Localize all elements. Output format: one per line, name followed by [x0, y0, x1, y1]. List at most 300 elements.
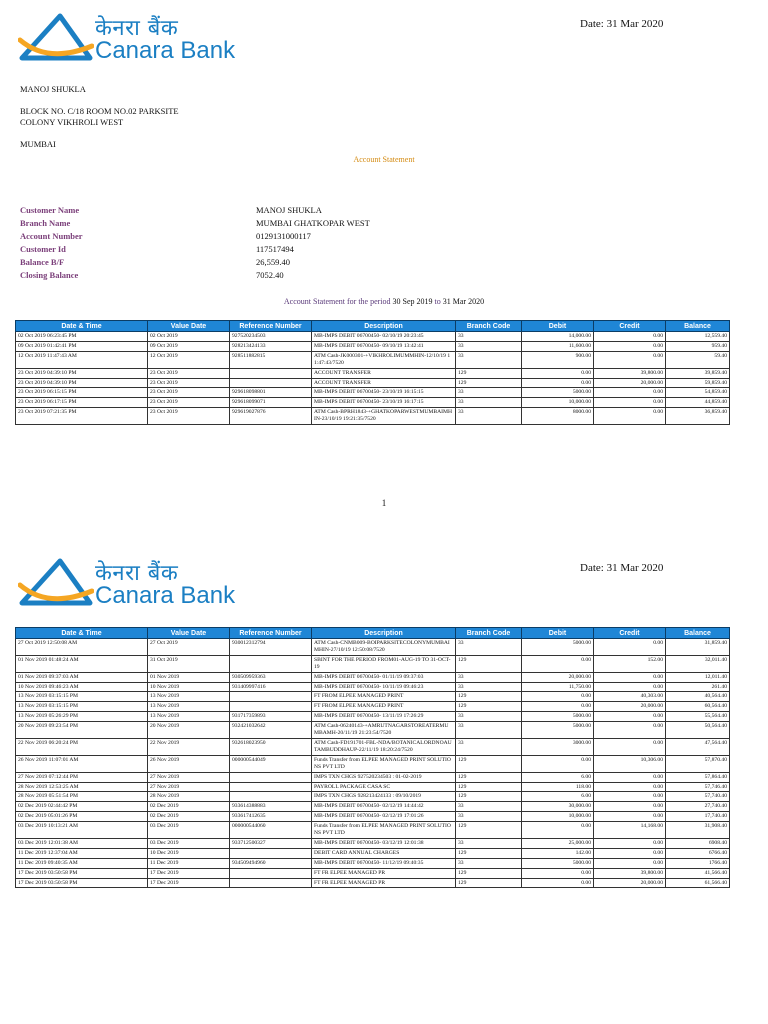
canara-triangle-logo-icon: [18, 10, 94, 68]
table-cell: 55,564.40: [666, 712, 730, 722]
table-cell: MB-IMPS DEBIT 06700450- 10/11/19 09:46:23: [312, 682, 456, 692]
table-cell: 8000.00: [522, 408, 594, 425]
table-cell: 0.00: [594, 772, 666, 782]
column-header: Credit: [594, 321, 666, 332]
statement-page-2: [0, 545, 768, 1024]
customer-address: [20, 84, 179, 150]
table-cell: MB-IMPS DEBIT 06700450- 01/11/19 09:37:03: [312, 672, 456, 682]
table-cell: 59,859.40: [666, 378, 730, 388]
table-cell: 11 Dec 2019: [148, 858, 230, 868]
table-cell: 23 Oct 2019: [148, 378, 230, 388]
table-cell: [230, 692, 312, 702]
table-cell: IMPS TXN CHGS 928213424133 : 09/10/2019: [312, 792, 456, 802]
table-cell: Funds Transfer from ELPEE MANAGED PRINT SOLUTIONS PVT LTD: [312, 822, 456, 839]
address-line-2: COLONY VIKHROLI WEST: [20, 117, 124, 127]
table-cell: 12 Oct 2019: [148, 351, 230, 368]
table-cell: 28 Nov 2019 12:53:25 AM: [16, 782, 148, 792]
table-cell: 10 Nov 2019: [148, 682, 230, 692]
table-cell: 32,011.40: [666, 655, 730, 672]
table-cell: 09 Oct 2019: [148, 341, 230, 351]
table-cell: 02 Oct 2019: [148, 332, 230, 342]
table-cell: 36,859.40: [666, 408, 730, 425]
column-header: Description: [312, 628, 456, 639]
table-cell: 02 Oct 2019 06:23:45 PM: [16, 332, 148, 342]
table-cell: 33: [456, 332, 522, 342]
table-cell: 20 Nov 2019: [148, 722, 230, 739]
table-cell: 09 Oct 2019 01:42:41 PM: [16, 341, 148, 351]
table-cell: 10,000.00: [522, 398, 594, 408]
table-cell: 5000.00: [522, 712, 594, 722]
table-cell: 129: [456, 655, 522, 672]
column-header: Branch Code: [456, 628, 522, 639]
table-row: [16, 878, 730, 888]
table-cell: 933617412635: [230, 812, 312, 822]
table-cell: 28 Nov 2019 05:51:54 PM: [16, 792, 148, 802]
table-cell: 0.00: [594, 341, 666, 351]
canara-bank-logo: [18, 555, 258, 613]
table-cell: 0.00: [594, 802, 666, 812]
table-cell: [230, 378, 312, 388]
table-cell: 54,859.40: [666, 388, 730, 398]
table-row: [16, 802, 730, 812]
table-cell: DEBIT CARD ANNUAL CHARGES: [312, 848, 456, 858]
table-cell: 142.00: [522, 848, 594, 858]
table-cell: 129: [456, 822, 522, 839]
table-cell: 930509959363: [230, 672, 312, 682]
table-cell: 931409997416: [230, 682, 312, 692]
column-header: Balance: [666, 628, 730, 639]
table-cell: 934509494960: [230, 858, 312, 868]
table-cell: 23 Oct 2019 04:39:10 PM: [16, 378, 148, 388]
table-cell: 5000.00: [522, 858, 594, 868]
table-cell: 01 Nov 2019 09:37:03 AM: [16, 672, 148, 682]
table-cell: 13 Nov 2019: [148, 692, 230, 702]
table-cell: 23 Oct 2019 04:39:10 PM: [16, 368, 148, 378]
table-cell: 39,800.00: [594, 368, 666, 378]
canara-triangle-logo-icon: [18, 555, 94, 613]
table-cell: MB-IMPS DEBIT 06700450- 02/12/19 14:44:42: [312, 802, 456, 812]
table-cell: 33: [456, 398, 522, 408]
table-cell: 20 Nov 2019 09:23:54 PM: [16, 722, 148, 739]
table-cell: MB-IMPS DEBIT 06700450- 03/12/19 12:01:38: [312, 838, 456, 848]
table-row: [16, 672, 730, 682]
table-cell: 5000.00: [522, 388, 594, 398]
table-cell: 31 Oct 2019: [148, 655, 230, 672]
table-cell: 129: [456, 692, 522, 702]
table-cell: 13 Nov 2019 03:15:15 PM: [16, 692, 148, 702]
table-cell: 23 Oct 2019: [148, 368, 230, 378]
table-cell: ATM Cash-CNMB009-BOIPARKSITECOLONYMUMBAIMHIN-27/10/19 12:50:08/7520: [312, 639, 456, 656]
address-name: MANOJ SHUKLA: [20, 84, 86, 94]
table-cell: 0.00: [594, 398, 666, 408]
table-cell: 152.00: [594, 655, 666, 672]
table-cell: 14,168.00: [594, 822, 666, 839]
table-cell: 57,740.40: [666, 792, 730, 802]
bank-name-english: Canara Bank: [95, 37, 236, 64]
table-cell: 02 Dec 2019 02:44:42 PM: [16, 802, 148, 812]
column-header: Reference Number: [230, 321, 312, 332]
summary-label: Customer Name: [20, 205, 80, 215]
table-cell: 929618099071: [230, 398, 312, 408]
bank-name-english: Canara Bank: [95, 582, 236, 609]
table-row: [16, 755, 730, 772]
statement-date: Date: 31 Mar 2020: [580, 18, 664, 30]
table-row: [16, 388, 730, 398]
table-cell: 10,000.00: [522, 812, 594, 822]
table-cell: 000000544060: [230, 822, 312, 839]
table-cell: 000000544049: [230, 755, 312, 772]
table-row: [16, 398, 730, 408]
table-cell: 129: [456, 782, 522, 792]
table-cell: 0.00: [522, 822, 594, 839]
table-cell: 0.00: [594, 812, 666, 822]
table-cell: 23 Oct 2019: [148, 408, 230, 425]
table-cell: [230, 868, 312, 878]
table-cell: 129: [456, 848, 522, 858]
summary-label: Customer Id: [20, 244, 66, 254]
table-cell: 10 Nov 2019 09:46:23 AM: [16, 682, 148, 692]
table-cell: MB-IMPS DEBIT 06700450- 02/12/19 17:01:26: [312, 812, 456, 822]
table-cell: 1766.40: [666, 858, 730, 868]
table-cell: 0.00: [594, 848, 666, 858]
table-cell: 927520234503: [230, 332, 312, 342]
table-row: [16, 772, 730, 782]
table-cell: 0.00: [522, 702, 594, 712]
column-header: Debit: [522, 321, 594, 332]
table-cell: IMPS TXN CHGS 927520234503 : 01-02-2019: [312, 772, 456, 782]
column-header: Balance: [666, 321, 730, 332]
summary-value: 7052.40: [256, 270, 284, 280]
summary-value: 0129131000117: [256, 231, 311, 241]
table-row: [16, 812, 730, 822]
table-cell: 03 Dec 2019 12:01:38 AM: [16, 838, 148, 848]
bank-name-hindi: केनरा बैंक: [95, 16, 179, 41]
table-cell: 26 Nov 2019: [148, 755, 230, 772]
table-cell: 6.00: [522, 772, 594, 782]
table-cell: ACCOUNT TRANSFER: [312, 378, 456, 388]
column-header: Value Date: [148, 628, 230, 639]
table-cell: 59.40: [666, 351, 730, 368]
table-cell: 26 Nov 2019 11:07:01 AM: [16, 755, 148, 772]
table-cell: 27,740.40: [666, 802, 730, 812]
statement-date: Date: 31 Mar 2020: [580, 562, 664, 574]
table-cell: 01 Nov 2019: [148, 672, 230, 682]
table-cell: 11,600.00: [522, 341, 594, 351]
table-cell: 20,000.00: [594, 878, 666, 888]
table-cell: 129: [456, 792, 522, 802]
table-cell: 0.00: [594, 838, 666, 848]
column-header: Value Date: [148, 321, 230, 332]
table-cell: 39,800.00: [594, 868, 666, 878]
table-cell: 27 Oct 2019: [148, 639, 230, 656]
table-cell: 17 Dec 2019 03:50:58 PM: [16, 878, 148, 888]
table-cell: 33: [456, 802, 522, 812]
table-row: [16, 639, 730, 656]
table-cell: 0.00: [522, 378, 594, 388]
table-cell: 02 Dec 2019: [148, 812, 230, 822]
table-cell: 57,746.40: [666, 782, 730, 792]
table-cell: 900.00: [522, 351, 594, 368]
table-cell: 33: [456, 722, 522, 739]
column-header: Reference Number: [230, 628, 312, 639]
column-header: Branch Code: [456, 321, 522, 332]
table-cell: FT FR ELPEE MANAGED PR: [312, 868, 456, 878]
table-cell: 23 Oct 2019 06:17:15 PM: [16, 398, 148, 408]
transactions-table-page-1: [15, 320, 730, 425]
summary-label: Balance B/F: [20, 257, 65, 267]
table-row: [16, 408, 730, 425]
table-cell: 20,000.00: [594, 702, 666, 712]
table-cell: [230, 655, 312, 672]
table-cell: [230, 878, 312, 888]
table-row: [16, 868, 730, 878]
summary-value: 26,559.40: [256, 257, 290, 267]
table-cell: [230, 782, 312, 792]
table-cell: 33: [456, 351, 522, 368]
table-cell: 02 Dec 2019: [148, 802, 230, 812]
table-cell: 23 Oct 2019 06:15:15 PM: [16, 388, 148, 398]
table-cell: 57,864.40: [666, 772, 730, 782]
table-cell: 27 Nov 2019: [148, 782, 230, 792]
table-cell: PAYROLL PACKAGE CASA SC: [312, 782, 456, 792]
table-cell: 0.00: [594, 712, 666, 722]
table-cell: 33: [456, 672, 522, 682]
table-cell: 41,566.40: [666, 868, 730, 878]
table-row: [16, 722, 730, 739]
column-header: Credit: [594, 628, 666, 639]
period-from: 30 Sep 2019: [392, 297, 433, 306]
table-cell: Funds Transfer from ELPEE MANAGED PRINT SOLUTIONS PVT LTD: [312, 755, 456, 772]
table-cell: 28 Nov 2019: [148, 792, 230, 802]
table-cell: 61,566.40: [666, 878, 730, 888]
table-cell: 118.00: [522, 782, 594, 792]
table-cell: 33: [456, 712, 522, 722]
statement-heading: Account Statement: [353, 155, 415, 164]
summary-value: MUMBAI GHATKOPAR WEST: [256, 218, 370, 228]
table-cell: ATM Cash-06240143-+AMRUTNAGARSTOREATERMUMBAMH-20/11/19 21:23:54/7520: [312, 722, 456, 739]
table-cell: 33: [456, 838, 522, 848]
table-cell: 30,000.00: [522, 802, 594, 812]
period-to-word: to: [434, 297, 441, 306]
summary-label: Branch Name: [20, 218, 71, 228]
period-to: 31 Mar 2020: [442, 297, 485, 306]
table-cell: MB-IMPS DEBIT 06700450- 13/11/19 17:26:29: [312, 712, 456, 722]
table-cell: 5000.00: [522, 722, 594, 739]
table-cell: 12,011.40: [666, 672, 730, 682]
table-row: [16, 341, 730, 351]
table-cell: 12,559.40: [666, 332, 730, 342]
table-cell: [230, 368, 312, 378]
table-row: [16, 838, 730, 848]
table-cell: 17 Dec 2019: [148, 868, 230, 878]
table-cell: 929618098801: [230, 388, 312, 398]
table-cell: 33: [456, 408, 522, 425]
table-cell: 22 Nov 2019 06:20:24 PM: [16, 738, 148, 755]
table-cell: 0.00: [522, 868, 594, 878]
table-cell: 10 Dec 2019: [148, 848, 230, 858]
table-cell: 0.00: [594, 782, 666, 792]
table-cell: 129: [456, 868, 522, 878]
table-cell: 03 Dec 2019 10:13:21 AM: [16, 822, 148, 839]
table-row: [16, 738, 730, 755]
table-cell: 39,859.40: [666, 368, 730, 378]
summary-value: MANOJ SHUKLA: [256, 205, 322, 215]
table-cell: [230, 848, 312, 858]
table-cell: 20,000.00: [522, 672, 594, 682]
table-cell: 0.00: [594, 722, 666, 739]
table-row: [16, 332, 730, 342]
table-row: [16, 782, 730, 792]
table-cell: 928511882815: [230, 351, 312, 368]
table-cell: 13 Nov 2019: [148, 702, 230, 712]
table-cell: 928213424133: [230, 341, 312, 351]
table-cell: 47,564.40: [666, 738, 730, 755]
table-cell: 20,000.00: [594, 378, 666, 388]
table-cell: 932421032642: [230, 722, 312, 739]
table-header-row: [16, 321, 730, 332]
table-cell: 17 Dec 2019: [148, 878, 230, 888]
table-cell: 13 Nov 2019 03:15:15 PM: [16, 702, 148, 712]
table-cell: 50,564.40: [666, 722, 730, 739]
table-cell: 0.00: [522, 655, 594, 672]
table-cell: 0.00: [522, 878, 594, 888]
table-cell: 14,000.00: [522, 332, 594, 342]
table-cell: 33: [456, 388, 522, 398]
table-row: [16, 848, 730, 858]
column-header: Date & Time: [16, 628, 148, 639]
table-row: [16, 702, 730, 712]
summary-value: 117517494: [256, 244, 294, 254]
table-row: [16, 858, 730, 868]
table-cell: ACCOUNT TRANSFER: [312, 368, 456, 378]
table-cell: 10,306.00: [594, 755, 666, 772]
table-cell: 11,750.00: [522, 682, 594, 692]
table-cell: 57,870.40: [666, 755, 730, 772]
table-cell: 6908.40: [666, 838, 730, 848]
table-cell: [230, 702, 312, 712]
table-cell: ATM Cash-BPRH1843-+GHATKOPARWESTMUMBAIMHIN-23/10/19 19:21:35/7520: [312, 408, 456, 425]
table-cell: MB-IMPS DEBIT 06700450- 23/10/19 16:15:15: [312, 388, 456, 398]
table-cell: SBINT FOR THE PERIOD FROM01-AUG-19 TO 31-OCT-19: [312, 655, 456, 672]
table-cell: 0.00: [594, 858, 666, 868]
table-row: [16, 822, 730, 839]
table-cell: 03 Dec 2019: [148, 838, 230, 848]
table-cell: 02 Dec 2019 05:01:26 PM: [16, 812, 148, 822]
table-cell: 13 Nov 2019: [148, 712, 230, 722]
table-cell: 40,564.40: [666, 692, 730, 702]
table-cell: 5000.00: [522, 639, 594, 656]
table-cell: FT FR ELPEE MANAGED PR: [312, 878, 456, 888]
table-cell: 6.00: [522, 792, 594, 802]
table-cell: 6766.40: [666, 848, 730, 858]
table-cell: 0.00: [522, 692, 594, 702]
table-cell: 22 Nov 2019: [148, 738, 230, 755]
table-row: [16, 792, 730, 802]
table-row: [16, 655, 730, 672]
transactions-table-page-2: [15, 627, 730, 888]
table-cell: 0.00: [594, 408, 666, 425]
table-cell: 129: [456, 755, 522, 772]
table-cell: MB-IMPS DEBIT 06700450- 02/10/19 20:23:45: [312, 332, 456, 342]
table-cell: MB-IMPS DEBIT 06700450- 11/12/19 09:40:35: [312, 858, 456, 868]
table-cell: 33: [456, 682, 522, 692]
address-city: MUMBAI: [20, 139, 56, 149]
column-header: Description: [312, 321, 456, 332]
table-cell: FT FROM ELPEE MANAGED PRINT: [312, 692, 456, 702]
page-number: 1: [381, 498, 387, 508]
table-cell: 129: [456, 878, 522, 888]
table-cell: 33: [456, 858, 522, 868]
table-cell: 3000.00: [522, 738, 594, 755]
table-cell: [230, 792, 312, 802]
table-cell: 0.00: [594, 672, 666, 682]
table-cell: 129: [456, 702, 522, 712]
table-cell: 01 Nov 2019 01:48:24 AM: [16, 655, 148, 672]
table-cell: 0.00: [594, 792, 666, 802]
table-cell: 933614388883: [230, 802, 312, 812]
table-cell: 129: [456, 378, 522, 388]
table-cell: 0.00: [594, 351, 666, 368]
table-row: [16, 692, 730, 702]
table-cell: 31,859.40: [666, 639, 730, 656]
table-cell: 23 Oct 2019: [148, 398, 230, 408]
table-cell: 25,000.00: [522, 838, 594, 848]
table-cell: 0.00: [594, 639, 666, 656]
table-cell: 129: [456, 772, 522, 782]
table-cell: 60,564.40: [666, 702, 730, 712]
table-cell: 44,859.40: [666, 398, 730, 408]
column-header: Date & Time: [16, 321, 148, 332]
table-cell: 17,740.40: [666, 812, 730, 822]
table-cell: 33: [456, 639, 522, 656]
table-cell: 959.40: [666, 341, 730, 351]
table-cell: [230, 772, 312, 782]
table-cell: 0.00: [594, 332, 666, 342]
table-cell: 0.00: [594, 682, 666, 692]
table-cell: 933712500327: [230, 838, 312, 848]
table-header-row: [16, 628, 730, 639]
table-row: [16, 378, 730, 388]
canara-bank-logo: [18, 10, 258, 68]
table-cell: 23 Oct 2019: [148, 388, 230, 398]
table-cell: 0.00: [594, 388, 666, 398]
table-cell: 0.00: [522, 755, 594, 772]
table-cell: 930012312794: [230, 639, 312, 656]
table-cell: 27 Oct 2019 12:50:08 AM: [16, 639, 148, 656]
table-cell: 03 Dec 2019: [148, 822, 230, 839]
table-cell: 12 Oct 2019 11:47:43 AM: [16, 351, 148, 368]
table-cell: 33: [456, 341, 522, 351]
table-cell: ATM Cash-FD191701-FBL-NDA/BOTANICALORDNOAUTAMBUDDHAUP-22/11/19 18:20:24/7520: [312, 738, 456, 755]
table-cell: 932618023950: [230, 738, 312, 755]
address-line-1: BLOCK NO. C/18 ROOM NO.02 PARKSITE: [20, 106, 179, 116]
table-cell: 261.40: [666, 682, 730, 692]
table-row: [16, 351, 730, 368]
table-row: [16, 368, 730, 378]
table-cell: 27 Nov 2019: [148, 772, 230, 782]
summary-label: Closing Balance: [20, 270, 79, 280]
table-cell: FT FROM ELPEE MANAGED PRINT: [312, 702, 456, 712]
table-cell: 13 Nov 2019 05:26:29 PM: [16, 712, 148, 722]
bank-name-hindi: केनरा बैंक: [95, 561, 179, 586]
summary-label: Account Number: [20, 231, 83, 241]
table-row: [16, 682, 730, 692]
table-cell: 931717359893: [230, 712, 312, 722]
table-cell: 33: [456, 812, 522, 822]
table-cell: 31,908.40: [666, 822, 730, 839]
table-cell: 17 Dec 2019 03:50:58 PM: [16, 868, 148, 878]
table-cell: 11 Dec 2019 12:37:04 AM: [16, 848, 148, 858]
